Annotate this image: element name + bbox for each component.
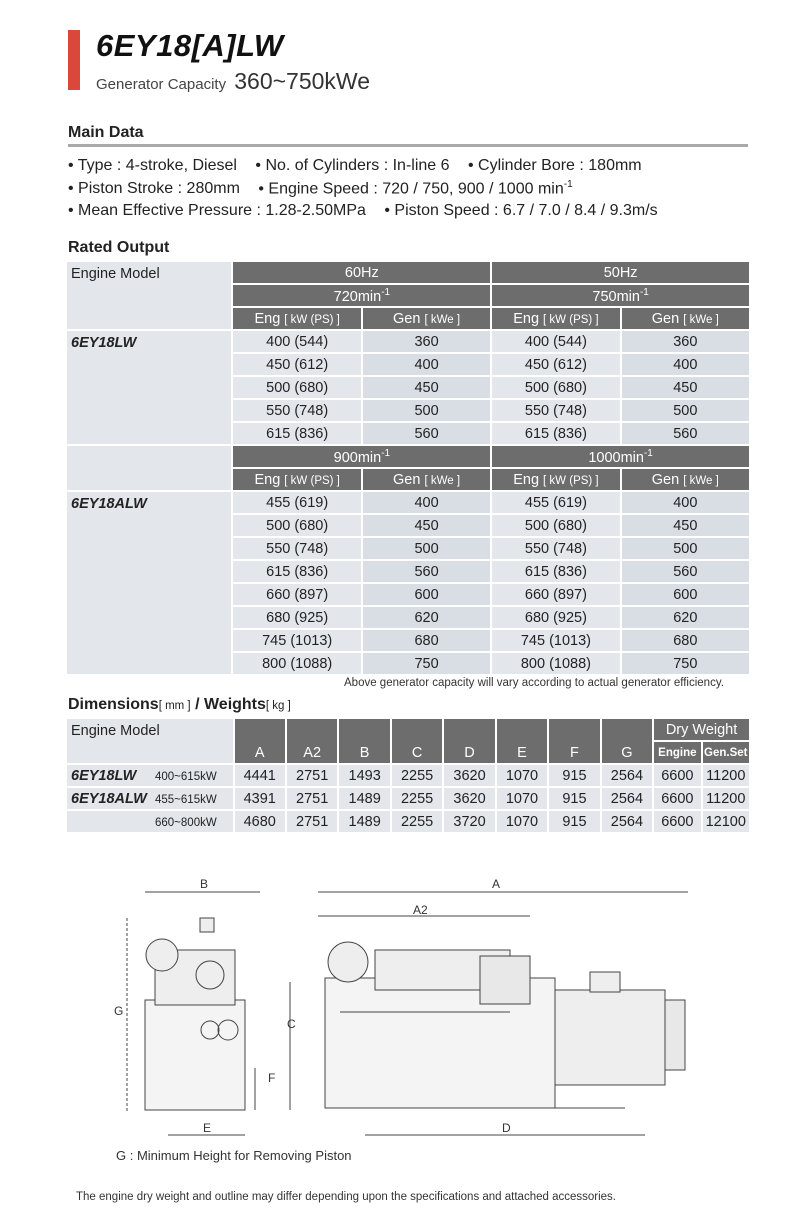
eng-output-cell: 800 (1088) (492, 653, 619, 674)
engine-weight-header: Engine (654, 742, 700, 763)
model-spacer (67, 446, 231, 490)
dimension-value-cell: 3720 (444, 811, 494, 832)
dimension-value-cell: 4441 (235, 765, 285, 786)
eng-output-cell: 745 (1013) (492, 630, 619, 651)
gen-output-cell: 400 (622, 354, 749, 375)
spec-stroke: • Piston Stroke : 280mm (68, 180, 240, 198)
eng-output-cell: 660 (897) (492, 584, 619, 605)
dim-label-a2: A2 (413, 903, 428, 917)
eng-output-cell: 400 (544) (233, 331, 360, 352)
page-title: 6EY18[A]LW (96, 28, 284, 63)
main-data-line-1 (68, 157, 656, 175)
table-row (67, 811, 749, 832)
table-row (67, 331, 749, 352)
dimension-value-cell: 6600 (654, 765, 700, 786)
eng-output-cell: 450 (612) (233, 354, 360, 375)
capacity-note: Above generator capacity will vary according to actual generator efficiency. (344, 677, 724, 689)
eng-output-cell: 615 (836) (233, 561, 360, 582)
dimension-value-cell: 2255 (392, 811, 442, 832)
main-data-line-2 (68, 179, 573, 198)
rated-output-table (65, 260, 751, 676)
dim-label-g: G (114, 1004, 124, 1018)
dims-model-cell: 6EY18LW 400~615kW (67, 765, 233, 786)
gen-output-cell: 560 (622, 423, 749, 444)
eng-output-cell: 615 (836) (492, 561, 619, 582)
eng-output-cell: 550 (748) (233, 538, 360, 559)
spec-mep: • Mean Effective Pressure : 1.28-2.50MPa (68, 202, 366, 219)
model-name: 6EY18ALW (67, 492, 231, 674)
gen-column-header: Gen [ kWe ] (363, 469, 490, 490)
col-g-header: G (602, 719, 652, 763)
gen-output-cell: 750 (363, 653, 490, 674)
gen-output-cell: 560 (363, 561, 490, 582)
dimension-value-cell: 2255 (392, 788, 442, 809)
eng-output-cell: 500 (680) (492, 377, 619, 398)
eng-output-cell: 500 (680) (233, 515, 360, 536)
engine-model-header: Engine Model (67, 262, 231, 329)
dimension-value-cell: 2751 (287, 811, 337, 832)
dimension-value-cell: 6600 (654, 788, 700, 809)
dimensions-table (65, 717, 751, 834)
subtitle-label: Generator Capacity (96, 76, 227, 93)
table-row (67, 765, 749, 786)
speed-720-header: $720\min^{-1}$ (233, 285, 490, 306)
subtitle (96, 68, 370, 95)
main-data-line-3 (68, 202, 672, 220)
eng-output-cell: 615 (836) (233, 423, 360, 444)
gen-output-cell: 450 (363, 377, 490, 398)
spec-bore: • Cylinder Bore : 180mm (467, 157, 642, 174)
col-a2-header: A2 (287, 719, 337, 763)
g-dimension-note: G : Minimum Height for Removing Piston (116, 1148, 352, 1163)
dimension-value-cell: 2255 (392, 765, 442, 786)
eng-output-cell: 615 (836) (492, 423, 619, 444)
speed-750-header: $750\min^{-1}$ (492, 285, 749, 306)
col-d-header: D (444, 719, 494, 763)
gen-output-cell: 450 (363, 515, 490, 536)
dimension-value-cell: 915 (549, 788, 599, 809)
dimension-value-cell: 1070 (497, 788, 547, 809)
dims-model-cell: 6EY18ALW 455~615kW (67, 788, 233, 809)
gen-output-cell: 360 (363, 331, 490, 352)
dimension-value-cell: 11200 (703, 765, 749, 786)
gen-output-cell: 600 (622, 584, 749, 605)
gen-output-cell: 600 (363, 584, 490, 605)
gen-output-cell: 620 (363, 607, 490, 628)
eng-column-header: Eng [ kW (PS) ] (492, 469, 619, 490)
eng-output-cell: 455 (619) (233, 492, 360, 513)
dry-weight-header: Dry Weight (654, 719, 749, 740)
eng-output-cell: 500 (680) (233, 377, 360, 398)
gen-column-header: Gen [ kWe ] (622, 469, 749, 490)
dimension-value-cell: 1070 (497, 765, 547, 786)
dimension-value-cell: 6600 (654, 811, 700, 832)
dimension-value-cell: 915 (549, 811, 599, 832)
table-row (67, 788, 749, 809)
eng-column-header: Eng [ kW (PS) ] (492, 308, 619, 329)
gen-column-header: Gen [ kWe ] (622, 308, 749, 329)
gen-output-cell: 620 (622, 607, 749, 628)
subtitle-capacity: 360~750kWe (234, 68, 371, 94)
eng-column-header: Eng [ kW (PS) ] (233, 308, 360, 329)
spec-piston-speed: • Piston Speed : 6.7 / 7.0 / 8.4 / 9.3m/s (384, 202, 658, 219)
title-accent-bar (68, 30, 80, 90)
dimension-value-cell: 2564 (602, 788, 652, 809)
dimension-value-cell: 2751 (287, 788, 337, 809)
dim-label-f: F (268, 1071, 276, 1085)
dims-model-cell: 660~800kW (67, 811, 233, 832)
dimension-value-cell: 2564 (602, 811, 652, 832)
dim-label-d: D (502, 1121, 511, 1135)
dimension-value-cell: 1489 (339, 811, 389, 832)
genset-weight-header: Gen.Set (703, 742, 749, 763)
table-row (67, 492, 749, 513)
rated-output-heading: Rated Output (68, 239, 170, 256)
footer-note: The engine dry weight and outline may differ depending upon the specifications and attached accessories. (76, 1191, 617, 1203)
col-e-header: E (497, 719, 547, 763)
spec-cylinders: • No. of Cylinders : In-line 6 (255, 157, 450, 174)
gen-output-cell: 560 (363, 423, 490, 444)
dimension-value-cell: 4680 (235, 811, 285, 832)
gen-output-cell: 750 (622, 653, 749, 674)
gen-output-cell: 500 (363, 400, 490, 421)
speed-900-header: $900\min^{-1}$ (233, 446, 490, 467)
eng-output-cell: 680 (925) (492, 607, 619, 628)
dimension-value-cell: 1493 (339, 765, 389, 786)
spec-speed: • Engine Speed : 720 / 750, 900 / 1000 min (258, 180, 564, 198)
dimensions-heading: Dimensions[ mm ] / Weights[ kg ] (68, 696, 291, 713)
gen-output-cell: 400 (363, 354, 490, 375)
gen-output-cell: 450 (622, 515, 749, 536)
dimension-value-cell: 3620 (444, 765, 494, 786)
eng-output-cell: 745 (1013) (233, 630, 360, 651)
eng-output-cell: 450 (612) (492, 354, 619, 375)
dim-label-c: C (287, 1017, 296, 1031)
model-name: 6EY18LW (67, 331, 231, 444)
gen-output-cell: 500 (622, 538, 749, 559)
eng-output-cell: 660 (897) (233, 584, 360, 605)
section-divider (68, 144, 748, 147)
gen-output-cell: 400 (363, 492, 490, 513)
eng-output-cell: 400 (544) (492, 331, 619, 352)
eng-output-cell: 800 (1088) (233, 653, 360, 674)
gen-output-cell: 680 (363, 630, 490, 651)
dimension-value-cell: 1489 (339, 788, 389, 809)
eng-output-cell: 455 (619) (492, 492, 619, 513)
engine-outline-drawing (100, 870, 720, 1150)
spec-type: • Type : 4-stroke, Diesel (68, 157, 237, 174)
dim-label-e: E (203, 1121, 212, 1135)
dimension-value-cell: 3620 (444, 788, 494, 809)
gen-output-cell: 680 (622, 630, 749, 651)
dimension-value-cell: 2751 (287, 765, 337, 786)
dim-label-a: A (492, 877, 501, 891)
dims-engine-model-header: Engine Model (67, 719, 233, 763)
gen-output-cell: 400 (622, 492, 749, 513)
dimension-value-cell: 12100 (703, 811, 749, 832)
eng-output-cell: 680 (925) (233, 607, 360, 628)
gen-output-cell: 560 (622, 561, 749, 582)
col-b-header: B (339, 719, 389, 763)
dimension-value-cell: 1070 (497, 811, 547, 832)
dimension-value-cell: 915 (549, 765, 599, 786)
gen-output-cell: 500 (622, 400, 749, 421)
hz50-header: 50Hz (492, 262, 749, 283)
dimension-value-cell: 2564 (602, 765, 652, 786)
main-data-heading: Main Data (68, 124, 144, 141)
hz60-header: 60Hz (233, 262, 490, 283)
gen-output-cell: 360 (622, 331, 749, 352)
col-f-header: F (549, 719, 599, 763)
speed-1000-header: $1000\min^{-1}$ (492, 446, 749, 467)
gen-column-header: Gen [ kWe ] (363, 308, 490, 329)
spec-speed-sup: -1 (563, 179, 573, 190)
dimension-value-cell: 4391 (235, 788, 285, 809)
dimension-value-cell: 11200 (703, 788, 749, 809)
eng-output-cell: 550 (748) (492, 538, 619, 559)
eng-output-cell: 550 (748) (233, 400, 360, 421)
col-a-header: A (235, 719, 285, 763)
eng-column-header: Eng [ kW (PS) ] (233, 469, 360, 490)
dim-label-b: B (200, 877, 209, 891)
gen-output-cell: 450 (622, 377, 749, 398)
eng-output-cell: 550 (748) (492, 400, 619, 421)
col-c-header: C (392, 719, 442, 763)
eng-output-cell: 500 (680) (492, 515, 619, 536)
gen-output-cell: 500 (363, 538, 490, 559)
